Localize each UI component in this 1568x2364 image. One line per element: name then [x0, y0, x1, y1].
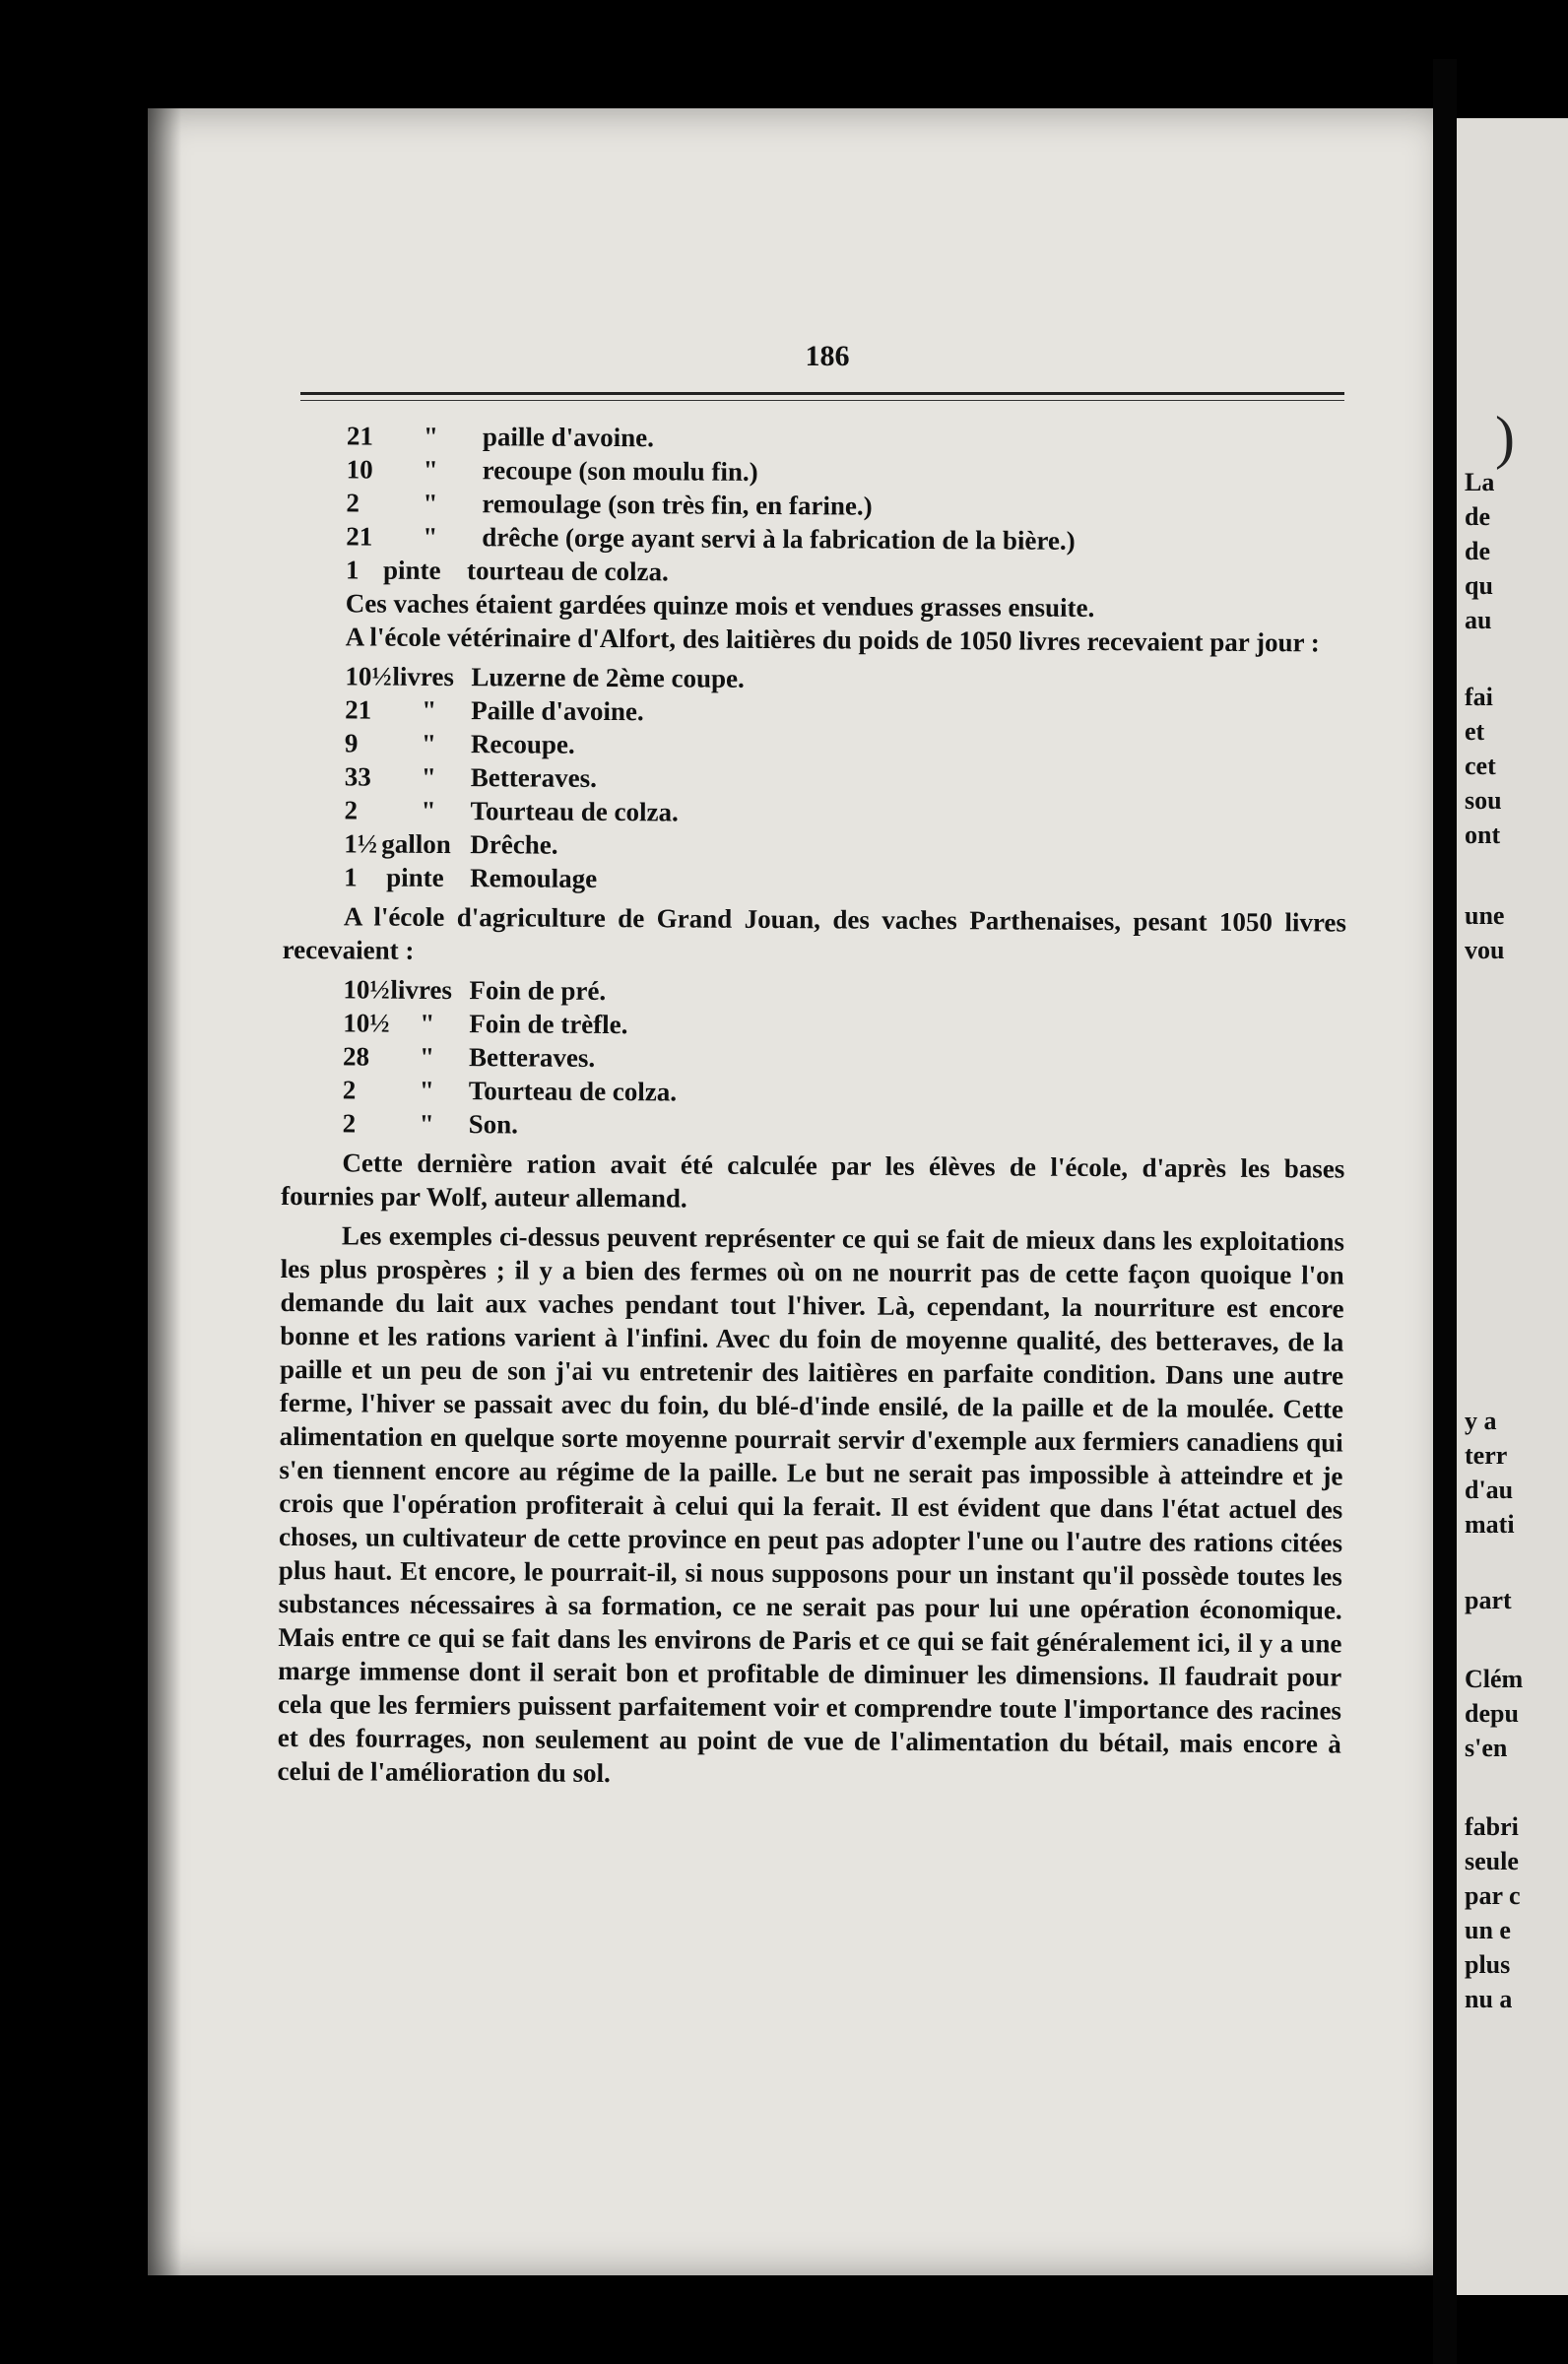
ration-qty: 9: [344, 728, 359, 758]
ration-unit: ": [420, 1008, 435, 1038]
ration-desc: Betteraves.: [468, 1042, 596, 1073]
header-rule: [300, 392, 1344, 395]
ration-desc: Paille d'avoine.: [471, 695, 644, 727]
ration-item: [282, 1106, 1345, 1147]
adjacent-fragment: plus: [1465, 1950, 1511, 1979]
adjacent-fragment: et: [1465, 717, 1485, 746]
grand-jouan-intro: A l'école d'agriculture de Grand Jouan, des vaches Parthenaises, pesant 1050 livres recevaient :: [282, 901, 1346, 965]
ration-desc: remoulage (son très fin, en farine.): [482, 489, 873, 521]
adjacent-fragment: un e: [1465, 1916, 1511, 1944]
ration-note: Ces vaches étaient gardées quinze mois et vendues grasses ensuite.: [345, 588, 1095, 624]
ration-qty: 21: [346, 521, 373, 552]
ration-desc: Remoulage: [470, 863, 598, 893]
adjacent-fragment: une: [1465, 901, 1505, 930]
ration-desc: paille d'avoine.: [482, 422, 655, 453]
adjacent-fragment: de: [1465, 502, 1490, 531]
book-gutter: [1433, 59, 1457, 2364]
adjacent-fragment: vou: [1465, 936, 1505, 964]
ration-desc: Son.: [468, 1109, 519, 1140]
adjacent-fragment: fabri: [1465, 1812, 1519, 1841]
ration-desc: Recoupe.: [470, 729, 575, 759]
ration-desc: tourteau de colza.: [466, 556, 669, 587]
ration-unit: ": [422, 694, 437, 725]
header-rule-thin: [300, 400, 1344, 401]
ration-unit: ": [419, 1041, 435, 1072]
ration-unit: gallon: [381, 828, 451, 860]
ration-unit: pinte: [382, 555, 441, 585]
adjacent-fragment: qu: [1465, 571, 1493, 600]
adjacent-fragment: part: [1465, 1586, 1512, 1614]
ration-desc: Luzerne de 2ème coupe.: [471, 662, 745, 693]
ration-qty: 2: [342, 1108, 357, 1139]
alfort-ration-list: [283, 659, 1347, 900]
ration-unit: ": [423, 488, 438, 518]
adjacent-fragment: depu: [1465, 1699, 1519, 1728]
ration-desc: drêche (orge ayant servi à la fabrication de la bière.): [482, 522, 1076, 556]
adjacent-fragment: y a: [1465, 1407, 1497, 1435]
adjacent-fragment: mati: [1465, 1510, 1515, 1539]
page-number: 186: [805, 340, 850, 372]
adjacent-fragment: fai: [1465, 683, 1493, 711]
ration-note: Cette dernière ration avait été calculée par les élèves de l'école, d'après les bases fournies par Wolf, auteur allemand.: [281, 1148, 1345, 1214]
spine-shadow: [148, 108, 181, 2275]
ration-desc: Tourteau de colza.: [470, 796, 679, 827]
page-body: [278, 419, 1349, 1795]
ration-unit: ": [419, 1108, 434, 1139]
ration-qty: 1: [345, 555, 359, 585]
adjacent-fragment: au: [1465, 606, 1492, 634]
ration-item: [285, 553, 1348, 593]
body-paragraph: Les exemples ci-dessus peuvent représenter ce qui se fait de mieux dans les exploitations les plus prospères ; il y a bien des fermes où on ne nourrit pas de cette façon quoique l'on demande du lait aux vaches pendant tout l'hiver. Là, cependant, la nourriture est encore bonne et les rations varient à l'infini. Avec du foin de moyenne qualité, des betteraves, de la paille et un peu de son j'ai vu entretenir des laitières en parfaite condition. Dans une autre ferme, l'hiver se passait avec du foin, du blé-d'inde ensilé, de la paille et de la moulée. Cette alimentation en quelque sorte moyenne pourrait servir d'exemple aux fermiers canadiens qui s'en tiennent encore au régime de la paille. Le but ne serait pas impossible à atteindre et je crois que l'opération profiterait à celui qui la ferait. Il est évident que dans l'état actuel des choses, un cultivateur de cette province en peut pas adopter l'une ou l'autre des rations citées plus haut. Et encore, le pourrait-il, si nous supposons pour un instant qu'il possède toutes les substances nécessaires à sa formation, ce ne serait pas pour lui une opération économique. Mais entre ce qui se fait dans les environs de Paris et ce qui se fait généralement ici, il y a une marge immense dont il serait bon et profitable de diminuer les dimensions. Il faudrait pour cela que les fermiers puissent parfaitement voir et comprendre toute l'importance des racines et des fourrages, non seulement au point de vue de l'alimentation du bétail, mais encore à celui de l'amélioration du sol.: [277, 1220, 1345, 1789]
ration-qty: 28: [342, 1041, 370, 1072]
adjacent-bracket-mark: ): [1495, 405, 1515, 470]
ration-unit: livres: [390, 974, 453, 1006]
adjacent-fragment: seule: [1465, 1847, 1519, 1875]
ration-qty: 2: [346, 488, 360, 518]
adjacent-fragment: cet: [1465, 752, 1496, 780]
ration-qty: 10: [346, 454, 373, 485]
adjacent-fragment: La: [1465, 468, 1495, 496]
ration-unit: livres: [392, 661, 454, 692]
ration-qty: 21: [345, 694, 372, 725]
adjacent-fragment: de: [1465, 537, 1490, 565]
adjacent-fragment: sou: [1465, 786, 1502, 815]
ration-qty: 1: [344, 862, 358, 892]
ration-unit: ": [423, 454, 438, 485]
ration-qty: 1½: [344, 828, 378, 859]
ration-qty: 10½: [345, 661, 392, 691]
ration-unit: ": [423, 521, 438, 552]
ration-unit: ": [421, 795, 436, 825]
ration-desc: Drêche.: [470, 829, 558, 860]
ration-unit: ": [423, 421, 438, 451]
ration-desc: Foin de trèfle.: [469, 1009, 628, 1040]
adjacent-fragment: Clém: [1465, 1665, 1524, 1693]
ration-desc: Betteraves.: [470, 762, 598, 793]
adjacent-fragment: terr: [1465, 1441, 1508, 1470]
adjacent-fragment: nu a: [1465, 1985, 1513, 2013]
adjacent-fragment: d'au: [1465, 1476, 1514, 1504]
ration-qty: 21: [346, 421, 373, 451]
ration-unit: pinte: [386, 862, 444, 892]
ration-unit: ": [421, 761, 436, 792]
ration-qty: 10½: [343, 1008, 390, 1038]
grand-jouan-ration-list: [282, 972, 1346, 1147]
adjacent-fragment: s'en: [1465, 1734, 1508, 1762]
ration-qty: 10½: [343, 974, 390, 1005]
ration-unit: ": [421, 728, 437, 758]
ration-qty: 33: [344, 761, 371, 792]
ration-unit: ": [419, 1075, 434, 1105]
ration-item: [283, 860, 1346, 900]
scan-left-margin: [0, 0, 148, 2364]
ration-list-continued: [285, 419, 1349, 593]
ration-desc: Foin de pré.: [469, 975, 607, 1006]
adjacent-fragment: par c: [1465, 1881, 1521, 1910]
alfort-intro: A l'école vétérinaire d'Alfort, des laitières du poids de 1050 livres recevaient par jour :: [345, 622, 1320, 658]
ration-desc: recoupe (son moulu fin.): [482, 455, 758, 487]
ration-qty: 2: [342, 1075, 357, 1105]
adjacent-fragment: ont: [1465, 821, 1501, 849]
ration-qty: 2: [344, 795, 359, 825]
ration-desc: Tourteau de colza.: [468, 1076, 678, 1107]
